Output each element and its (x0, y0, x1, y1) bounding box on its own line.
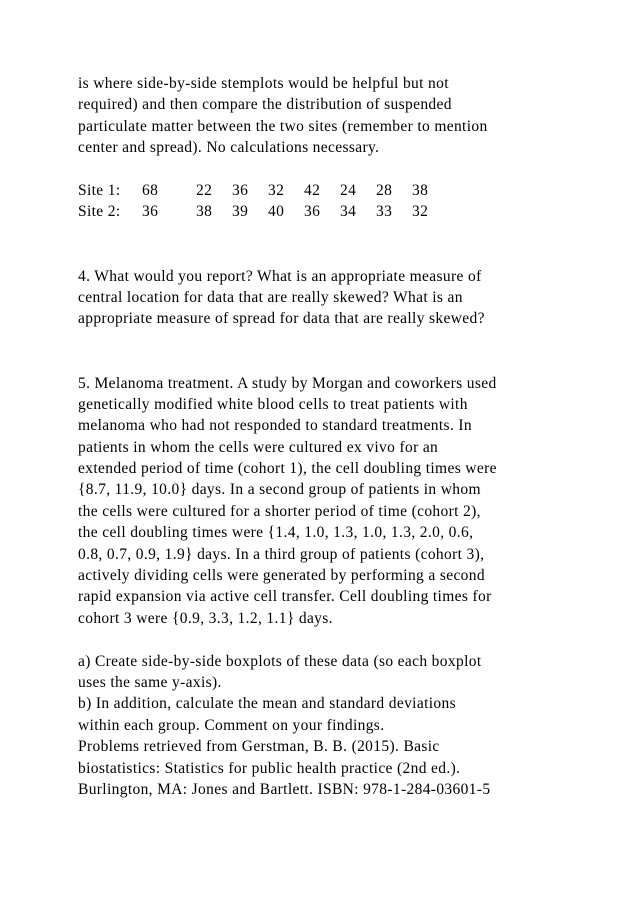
question-5-paragraph (78, 373, 618, 630)
site-value: 36 (142, 203, 159, 221)
site-value: 36 (304, 203, 321, 221)
citation-line: Problems retrieved from Gerstman, B. B. (2015). Basic (78, 738, 440, 756)
table-row-site-2 (78, 201, 448, 222)
citation-line: biostatistics: Statistics for public health practice (2nd ed.). (78, 759, 461, 777)
site-value: 42 (304, 181, 321, 199)
question-5-line: actively dividing cells were generated by performing a second (78, 567, 485, 585)
question-5-line: {8.7, 11.9, 10.0} days. In a second group of patients in whom (78, 481, 481, 499)
site-value: 24 (340, 181, 357, 199)
intro-line: required) and then compare the distribution of suspended (78, 96, 452, 114)
citation-line: Burlington, MA: Jones and Bartlett. ISBN: 978-1-284-03601-5 (78, 780, 491, 798)
question-5-line: cohort 3 were {0.9, 3.3, 1.2, 1.1} days. (78, 609, 333, 627)
question-4-paragraph (78, 266, 618, 330)
site-value: 33 (376, 203, 393, 221)
question-4-line: appropriate measure of spread for data that are really skewed? (78, 310, 485, 328)
question-5-line: genetically modified white blood cells to treat patients with (78, 395, 468, 413)
question-5-part-line: a) Create side-by-side boxplots of these data (so each boxplot (78, 652, 482, 670)
question-5-part-line: uses the same y-axis). (78, 674, 222, 691)
table-row-site-1 (78, 180, 448, 201)
question-5-line: the cells were cultured for a shorter period of time (cohort 2), (78, 502, 481, 520)
site-label: Site 2: (78, 203, 121, 221)
question-5-line: the cell doubling times were {1.4, 1.0, 1.3, 1.0, 1.3, 2.0, 0.6, (78, 524, 474, 542)
site-value: 40 (268, 203, 285, 221)
question-5-line: melanoma who had not responded to standard treatments. In (78, 417, 473, 435)
question-5-line: patients in whom the cells were cultured ex vivo for an (78, 438, 439, 456)
question-5-line: 5. Melanoma treatment. A study by Morgan and coworkers used (78, 374, 497, 392)
site-value: 28 (376, 181, 393, 199)
site-label: Site 1: (78, 181, 121, 199)
question-5-line: rapid expansion via active cell transfer. Cell doubling times for (78, 588, 492, 606)
site-value: 22 (196, 181, 213, 199)
question-4-line: 4. What would you report? What is an appropriate measure of (78, 267, 482, 285)
question-5-part-line: b) In addition, calculate the mean and standard deviations (78, 695, 456, 713)
question-5-line: 0.8, 0.7, 0.9, 1.9} days. In a third group of patients (cohort 3), (78, 545, 485, 563)
spacer (78, 629, 618, 650)
site-data-table (78, 180, 448, 223)
site-value: 36 (232, 181, 249, 199)
question-5-part-line: within each group. Comment on your findings. (78, 716, 385, 734)
document-page (78, 73, 618, 800)
question-5-parts (78, 651, 618, 737)
site-value: 68 (142, 181, 159, 199)
intro-line: particulate matter between the two sites (remember to mention (78, 117, 488, 135)
site-value: 38 (412, 181, 429, 199)
spacer (78, 223, 618, 266)
question-5-line: extended period of time (cohort 1), the cell doubling times were (78, 460, 497, 478)
site-value: 32 (268, 181, 285, 199)
site-value: 38 (196, 203, 213, 221)
intro-line: center and spread). No calculations necessary. (78, 139, 380, 157)
intro-line: is where side-by-side stemplots would be helpful but not (78, 75, 449, 92)
site-value: 32 (412, 203, 429, 221)
spacer (78, 330, 618, 373)
question-4-line: central location for data that are really skewed? What is an (78, 288, 463, 306)
site-value: 34 (340, 203, 357, 221)
spacer (78, 159, 618, 180)
intro-paragraph (78, 73, 618, 159)
site-value: 39 (232, 203, 249, 221)
citation (78, 736, 618, 800)
